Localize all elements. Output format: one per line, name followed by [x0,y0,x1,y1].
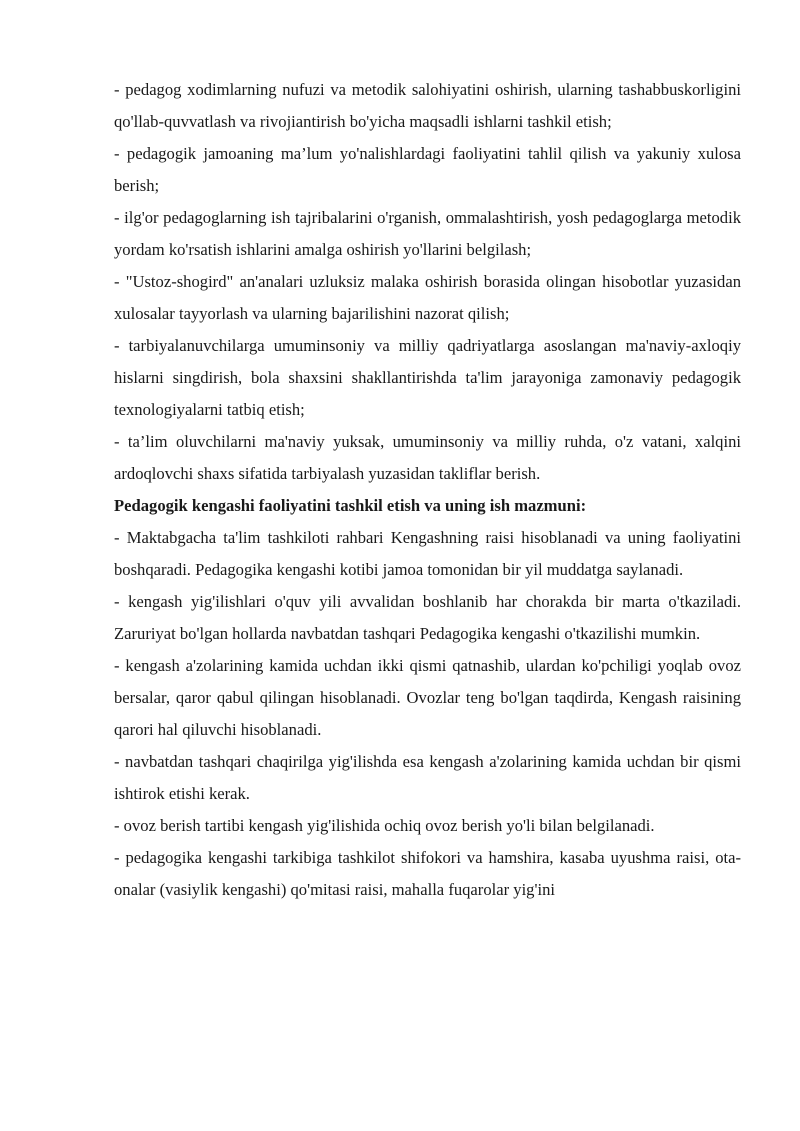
paragraph-1: - pedagog xodimlarning nufuzi va metodik salohiyatini oshirish, ularning tashabbuskorligini qo'llab-quvvatlash va rivojiantirish bo'yicha maqsadli ishlarni tashkil etish; [114,80,741,131]
section-heading: Pedagogik kengashi faoliyatini tashkil etish va uning ish mazmuni: [114,496,587,515]
paragraph-9: - kengash a'zolarining kamida uchdan ikki qismi qatnashib, ulardan ko'pchiligi yoqlab ovoz bersalar, qaror qabul qilingan hisoblanadi. Ovozlar teng bo'lgan taqdirda, Kengash raisining qarori hal qiluvchi hisoblanadi. [114,656,741,739]
paragraph-10: - navbatdan tashqari chaqirilga yig'ilishda esa kengash a'zolarining kamida uchdan bir qismi ishtirok etishi kerak. [114,752,741,803]
paragraph-2: - pedagogik jamoaning ma’lum yo'nalishlardagi faoliyatini tahlil qilish va yakuniy xulosa berish; [114,144,741,195]
paragraph-7: - Maktabgacha ta'lim tashkiloti rahbari Kengashning raisi hisoblanadi va uning faoliyatini boshqaradi. Pedagogika kengashi kotibi jamoa tomonidan bir yil muddatga saylanadi. [114,528,741,579]
paragraph-11: - ovoz berish tartibi kengash yig'ilishida ochiq ovoz berish yo'li bilan belgilanadi. [114,816,655,835]
paragraph-4: - "Ustoz-shogird" an'analari uzluksiz malaka oshirish borasida olingan hisobotlar yuzasidan xulosalar tayyorlash va ularning bajarilishini nazorat qilish; [114,272,741,323]
paragraph-3: - ilg'or pedagoglarning ish tajribalarini o'rganish, ommalashtirish, yosh pedagoglarga metodik yordam ko'rsatish ishlarini amalga oshirish yo'llarini belgilash; [114,208,741,259]
paragraph-12: - pedagogika kengashi tarkibiga tashkilot shifokori va hamshira, kasaba uyushma raisi, ota-onalar (vasiylik kengashi) qo'mitasi raisi, mahalla fuqarolar yig'ini [114,848,741,899]
paragraph-5: - tarbiyalanuvchilarga umuminsoniy va milliy qadriyatlarga asoslangan ma'naviy-axloqiy hislarni singdirish, bola shaxsini shakllantirishda ta'lim jarayoniga zamonaviy pedagogik texnologiyalarni tatbiq etish; [114,336,741,419]
document-page [114,74,741,906]
paragraph-6: - ta’lim oluvchilarni ma'naviy yuksak, umuminsoniy va milliy ruhda, o'z vatani, xalqini ardoqlovchi shaxs sifatida tarbiyalash yuzasidan takliflar berish. [114,432,741,483]
paragraph-8: - kengash yig'ilishlari o'quv yili avvalidan boshlanib har chorakda bir marta o'tkaziladi. Zaruriyat bo'lgan hollarda navbatdan tashqari Pedagogika kengashi o'tkazilishi mumkin. [114,592,741,643]
